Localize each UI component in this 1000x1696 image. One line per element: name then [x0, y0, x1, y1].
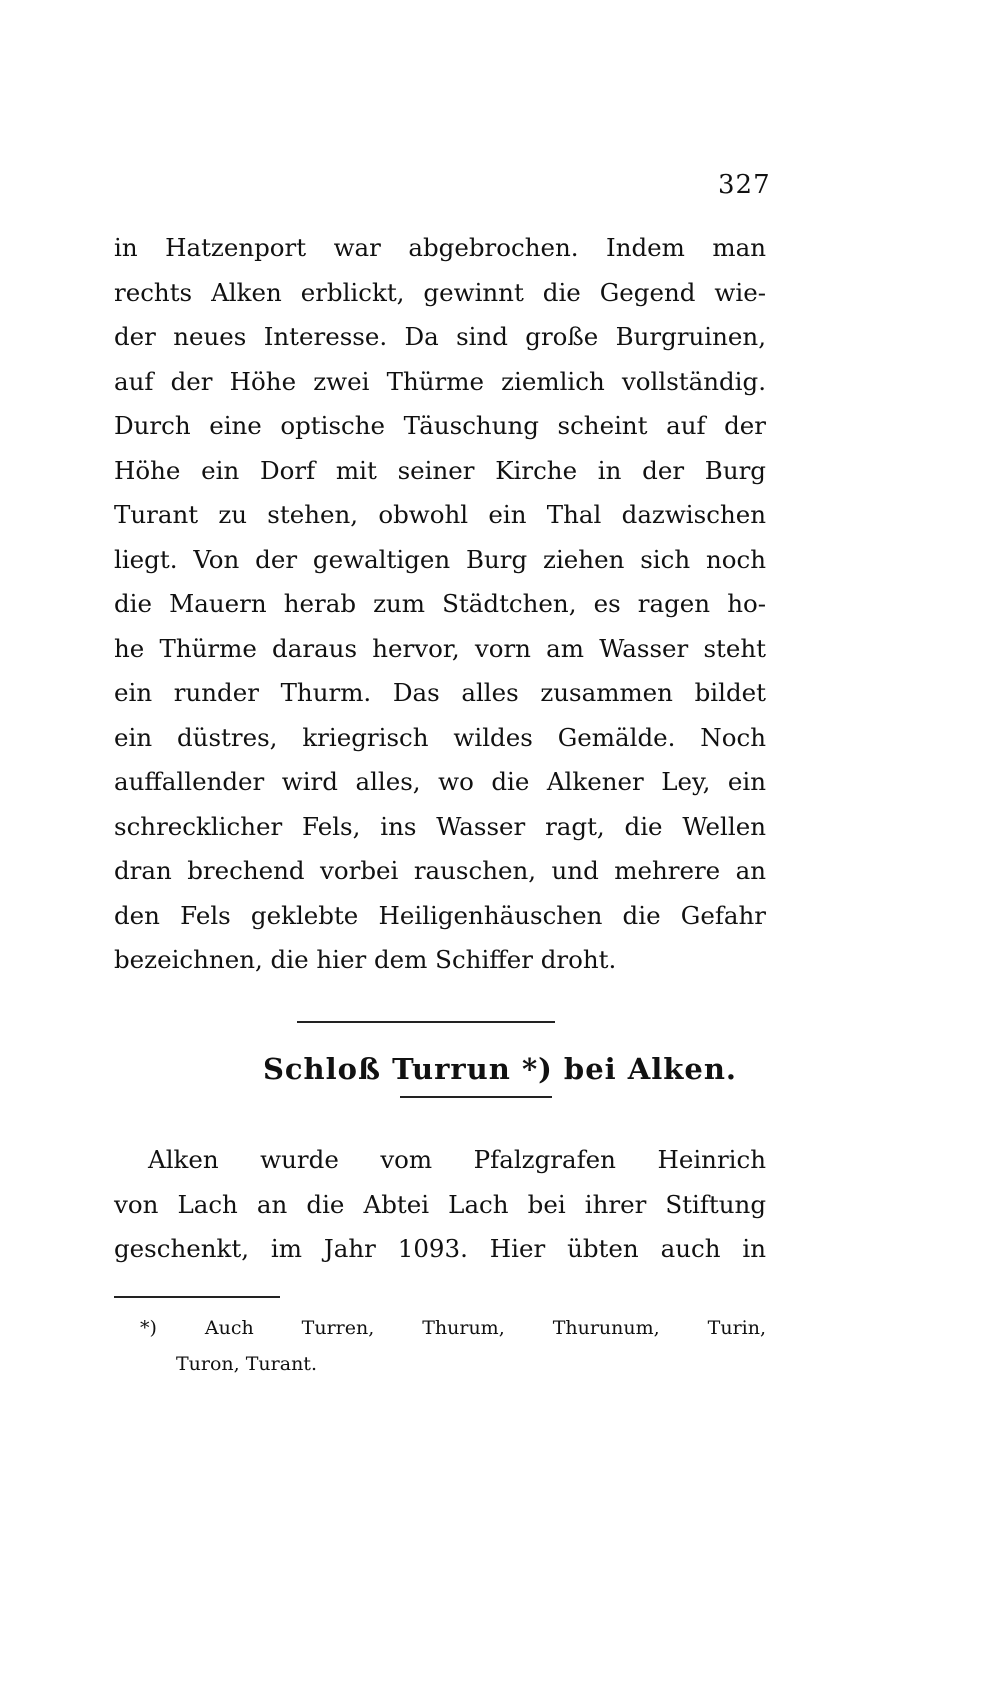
text-line: he Thürme daraus hervor, vorn am Wasser steht: [114, 633, 766, 663]
footnote-line: *) Auch Turren, Thurum, Thurunum, Turin,: [140, 1317, 766, 1339]
text-line: rechts Alken erblickt, gewinnt die Gegend wie-: [114, 277, 766, 307]
text-line: der neues Interesse. Da sind große Burgruinen,: [114, 322, 766, 351]
section-heading: Schloß Turrun *) bei Alken.: [262, 1052, 738, 1086]
text-line: auffallender wird alles, wo die Alkener Ley, ein: [114, 767, 766, 796]
footnote-rule: [114, 1296, 280, 1298]
text-line: liegt. Von der gewaltigen Burg ziehen sich noch: [114, 544, 766, 574]
section-paragraph: [114, 1138, 766, 1272]
text-line: Durch eine optische Täuschung scheint auf der: [114, 411, 766, 440]
heading-underline: [400, 1096, 552, 1098]
section-divider: [297, 1021, 555, 1023]
footnote-line: Turon, Turant.: [176, 1353, 317, 1375]
text-line: Höhe ein Dorf mit seiner Kirche in der Burg: [114, 455, 766, 485]
text-line: ein runder Thurm. Das alles zusammen bildet: [114, 678, 766, 707]
body-paragraph: [114, 226, 766, 983]
text-line: ein düstres, kriegrisch wildes Gemälde. Noch: [114, 722, 766, 752]
text-line: dran brechend vorbei rauschen, und mehrere an: [114, 856, 766, 885]
text-line: den Fels geklebte Heiligenhäuschen die Gefahr: [114, 900, 766, 930]
text-line: Turant zu stehen, obwohl ein Thal dazwischen: [114, 500, 766, 529]
footnote: [140, 1310, 766, 1382]
text-line: geschenkt, im Jahr 1093. Hier übten auch in: [114, 1234, 766, 1263]
text-line: auf der Höhe zwei Thürme ziemlich vollständig.: [114, 366, 766, 396]
text-line: von Lach an die Abtei Lach bei ihrer Stiftung: [114, 1189, 766, 1219]
text-line: in Hatzenport war abgebrochen. Indem man: [114, 233, 766, 262]
text-line: schrecklicher Fels, ins Wasser ragt, die Wellen: [114, 811, 766, 841]
text-line: Alken wurde vom Pfalzgrafen Heinrich: [148, 1145, 766, 1174]
text-line: bezeichnen, die hier dem Schiffer droht.: [114, 945, 617, 974]
page-number: 327: [718, 170, 771, 200]
text-line: die Mauern herab zum Städtchen, es ragen ho-: [114, 589, 766, 618]
